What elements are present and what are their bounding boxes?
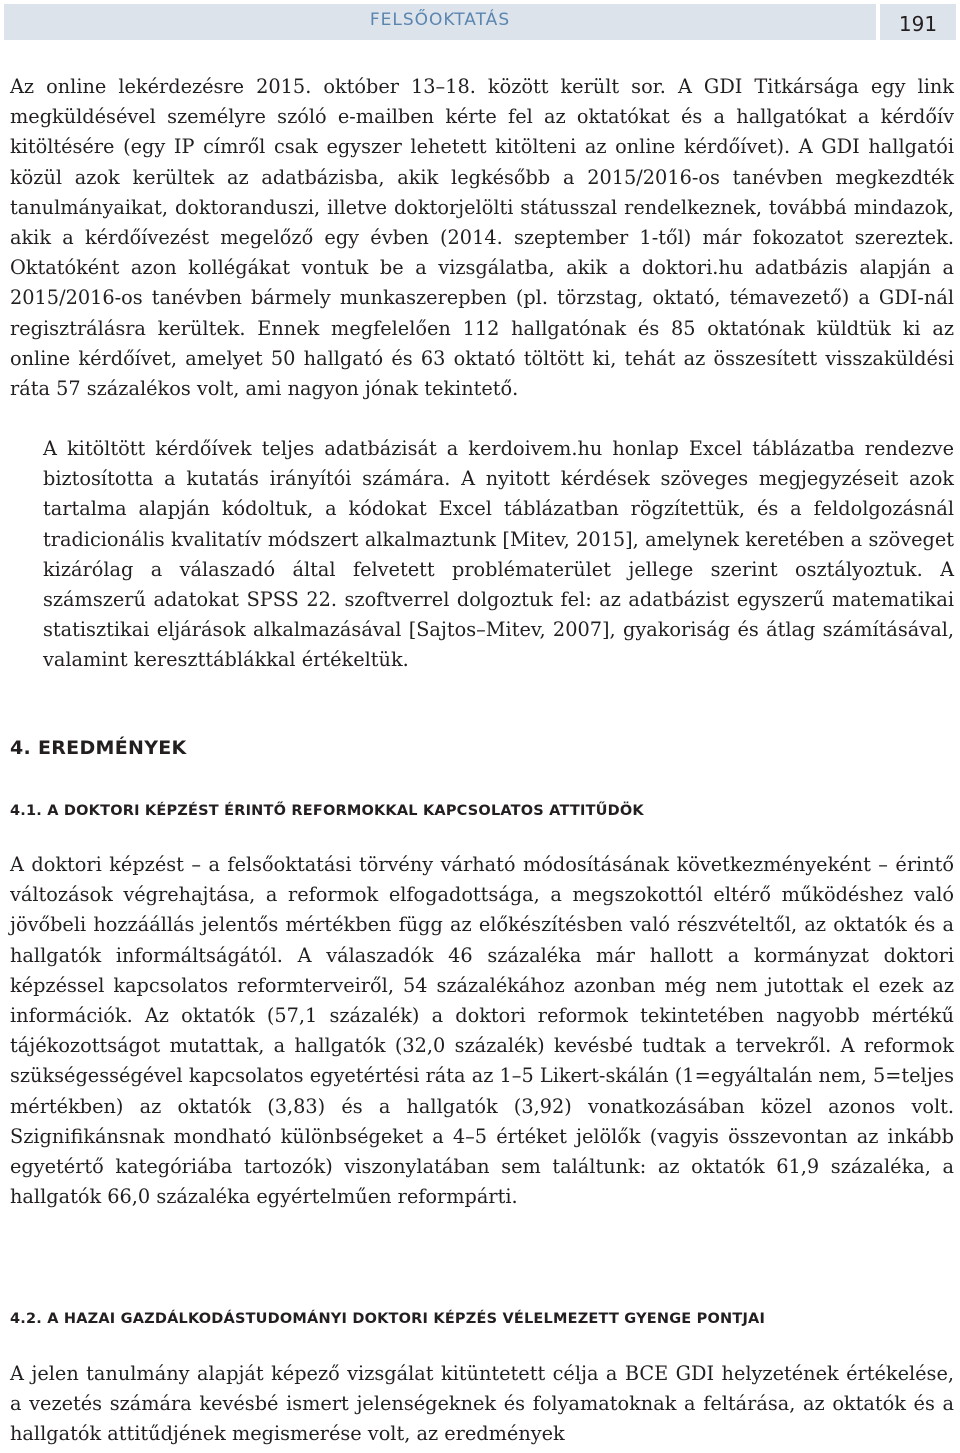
subsection-heading-attitudes: 4.1. A DOKTORI KÉPZÉST ÉRINTŐ REFORMOKKAL KAPCSOLATOS ATTITŰDÖK [10, 803, 644, 819]
paragraph-attitudes: A doktori képzést – a felsőoktatási törvény várható módosításának következményeként – érintő változások végrehajtása, a reformok elfogadottsága, a megszokottól eltérő működéshez való jövőbeli hozzáállás jelentős mértékben függ az előkészítésben való részvételtől, az oktatók és a hallgatók informáltságától. A válaszadók 46 százaléka már hallott a kormányzat doktori képzéssel kapcsolatos reformterveiről, 54 százalékához azonban még nem jutottak el ezek az információk. Az oktatók (57,1 százalék) a doktori reformok tekintetében nagyobb mértékű tájékozottságot mutattak, a hallgatók (32,0 százalék) kevésbé tudtak a tervekről. A reformok szükségességével kapcsolatos egyetértési ráta az 1–5 Likert-skálán (1=egyáltalán nem, 5=teljes mértékben) az oktatók (3,83) és a hallgatók (3,92) vonatkozásában közel azonos volt. Szignifikánsnak mondható különbségeket a 4–5 értéket jelölők (vagyis összevontan az inkább egyetértő kategóriába tartozók) viszonylatában sem találtunk: az oktatók 61,9 százaléka, a hallgatók 66,0 százaléka egyértelműen reformpárti. [10, 853, 954, 1209]
subsection-heading-weak-points: 4.2. A HAZAI GAZDÁLKODÁSTUDOMÁNYI DOKTORI KÉPZÉS VÉLELMEZETT GYENGE PONTJAI [10, 1311, 766, 1327]
page-number: 191 [898, 12, 938, 36]
section-heading-results: 4. EREDMÉNYEK [10, 737, 187, 759]
paragraph-methodology-1: Az online lekérdezésre 2015. október 13–18. között került sor. A GDI Titkársága egy link megküldésével személyre szóló e-mailben kérte fel az oktatókat és a hallgatókat a kérdőív kitöltésére (egy IP címről csak egyszer lehetett kitölteni az online kérdőívet). A GDI hallgatói közül azok kerültek az adatbázisba, akik legkésőbb a 2015/2016-os tanévben megkezdték tanulmányaikat, doktoranduszi, illetve doktorjelölti státusszal rendelkeznek, továbbá mindazok, akik a kérdőívezést megelőző egy évben (2014. szeptember 1-től) már fokozatot szereztek. Oktatóként azon kollégákat vontuk be a vizsgálatba, akik a doktori.hu adatbázis alapján a 2015/2016-os tanévben bármely munkaszerepben (pl. törzstag, oktató, témavezető) a GDI-nál regisztrálásra kerültek. Ennek megfelelően 112 hallgatónak és 85 oktatónak küldtük ki az online kérdőívet, amelyet 50 hallgató és 63 oktató töltött ki, tehát az összesített visszaküldési ráta 57 százalékos volt, ami nagyon jónak tekintető. [10, 75, 954, 401]
page-number-box [880, 4, 956, 40]
journal-title: FELSŐOKTATÁS [369, 10, 511, 30]
paragraph-methodology-2: A kitöltött kérdőívek teljes adatbázisát a kerdoivem.hu honlap Excel táblázatba rendezve biztosította a kutatás irányítói számára. A nyitott kérdések szöveges megjegyzéseit azok tartalma alapján kódoltuk, a kódokat Excel táblázatban rögzítettük, és a feldolgozásnál tradicionális kvalitatív módszert alkalmaztunk [Mitev, 2015], amelynek keretében a szöveget kizárólag a válaszadó által felvetett problématerület jellege szerint osztályoztuk. A számszerű adatokat SPSS 22. szoftverrel dolgoztuk fel: az adatbázist egyszerű matematikai statisztikai eljárások alkalmazásával [Sajtos–Mitev, 2007], gyakoriság és átlag számításával, valamint kereszttáblákkal értékeltük. [43, 437, 954, 672]
paragraph-weak-points: A jelen tanulmány alapját képező vizsgálat kitüntetett célja a BCE GDI helyzetének értékelése, a vezetés számára kevésbé ismert jelenségeknek és folyamatoknak a feltárása, az oktatók és a hallgatók attitűdjének megismerése volt, az eredmények [10, 1362, 954, 1446]
running-header [4, 4, 876, 40]
